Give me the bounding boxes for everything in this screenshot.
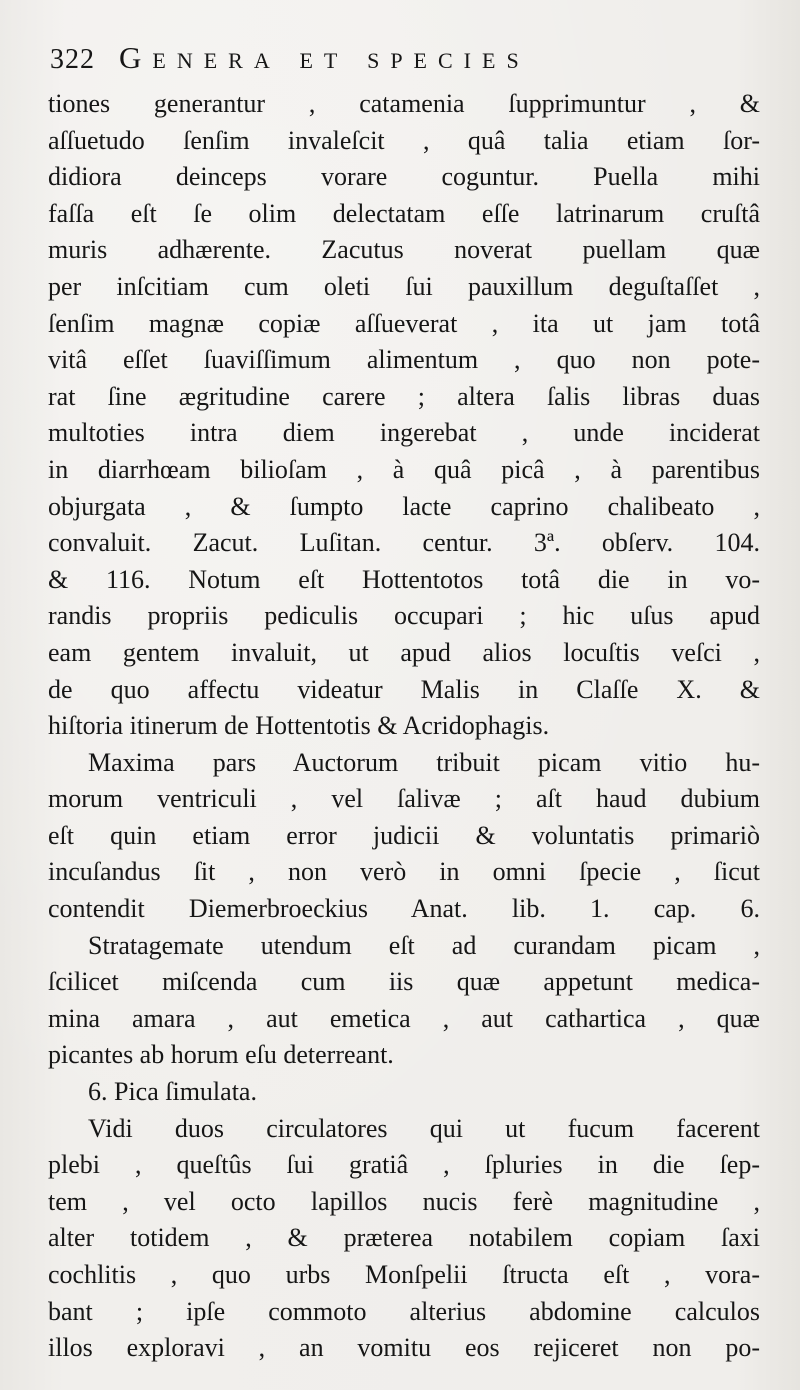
text-line: & 116. Notum eſt Hottentotos totâ die in vo- [48,564,760,594]
text-line: ſenſim magnæ copiæ aſſueverat , ita ut jam totâ [48,308,760,338]
text-line: vitâ eſſet ſuaviſſimum alimentum , quo non pote- [48,345,760,375]
text-line: tiones generantur , catamenia ſupprimuntur , & [48,89,760,118]
text-line: illos exploravi , an vomitu eos rejiceret non po- [48,1333,760,1363]
text-line: multoties intra diem ingerebat , unde inciderat [48,418,760,448]
text-line: cochlitis , quo urbs Monſpelii ſtructa eſt , vora- [48,1260,760,1289]
text-line: bant ; ipſe commoto alterius abdomine calculos [48,1296,760,1326]
text-line: in diarrhœam bilioſam , à quâ picâ , à parentibus [48,454,760,484]
text-line: convaluit. Zacut. Luſitan. centur. 3ª. obſerv. 104. [48,528,760,558]
text-line: muris adhærente. Zacutus noverat puellam quæ [48,235,760,265]
section-heading: 6. Pica ſimulata. [88,1077,257,1107]
text-line: eam gentem invaluit, ut apud alios locuſtis veſci , [48,637,760,667]
running-title: Genera et species [119,40,530,75]
text-line: objurgata , & ſumpto lacte caprino chalibeato , [48,491,760,521]
text-line: mina amara , aut emetica , aut cathartica , quæ [48,1003,760,1033]
text-line: aſſuetudo ſenſim invaleſcit , quâ talia etiam ſor- [48,125,760,155]
text-line: contendit Diemerbroeckius Anat. lib. 1. cap. 6. [48,894,760,924]
text-line: ſcilicet miſcenda cum iis quæ appetunt medica- [48,967,760,997]
text-line: de quo affectu videatur Malis in Claſſe X. & [48,674,760,704]
text-line: incuſandus ſit , non verò in omni ſpecie , ſicut [48,857,760,887]
text-line: morum ventriculi , vel ſalivæ ; aſt haud dubium [48,784,760,814]
text-line: rat ſine ægritudine carere ; altera ſalis libras duas [48,381,760,411]
body-text [48,86,760,1367]
text-line: didiora deinceps vorare coguntur. Puella mihi [48,162,760,192]
text-line: randis propriis pediculis occupari ; hic uſus apud [48,601,760,631]
text-line: tem , vel octo lapillos nucis ferè magnitudine , [48,1186,760,1216]
text-line: picantes ab horum eſu deterreant. [48,1040,394,1070]
text-line: plebi , queſtûs ſui gratiâ , ſpluries in die ſep- [48,1150,760,1180]
text-line: per inſcitiam cum oleti ſui pauxillum deguſtaſſet , [48,271,760,301]
text-line: eſt quin etiam error judicii & voluntatis primariò [48,820,760,850]
text-line: faſſa eſt ſe olim delectatam eſſe latrinarum cruſtâ [48,198,760,228]
page-number: 322 [50,44,95,75]
text-line: Maxima pars Auctorum tribuit picam vitio hu- [88,747,760,777]
text-line: Vidi duos circulatores qui ut fucum facerent [88,1113,760,1143]
running-head [50,40,770,88]
text-line: Stratagemate utendum eſt ad curandam picam , [88,930,760,960]
text-line: alter totidem , & præterea notabilem copiam ſaxi [48,1223,760,1253]
text-line: hiſtoria itinerum de Hottentotis & Acridophagis. [48,711,550,741]
